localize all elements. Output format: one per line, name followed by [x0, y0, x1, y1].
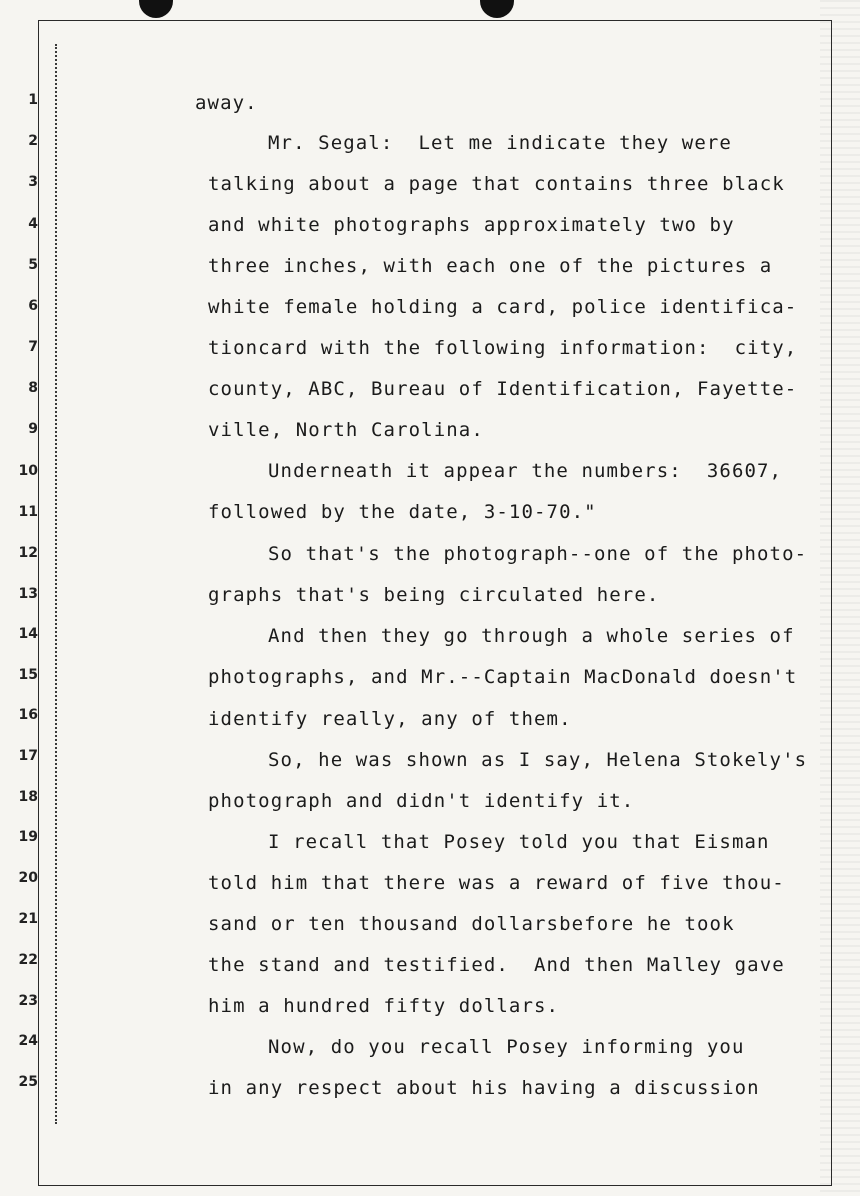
transcript-line: away.	[195, 92, 258, 114]
line-number: 14	[18, 626, 38, 642]
line-number: 22	[18, 952, 38, 968]
line-number: 19	[18, 829, 38, 845]
transcript-line: Underneath it appear the numbers: 36607,	[268, 460, 783, 482]
line-number: 7	[28, 339, 38, 355]
transcript-line: told him that there was a reward of five thou-	[208, 872, 785, 894]
transcript-line: photographs, and Mr.--Captain MacDonald doesn't	[208, 666, 798, 688]
line-number: 25	[18, 1074, 38, 1090]
transcript-line: followed by the date, 3-10-70."	[208, 501, 597, 523]
transcript-line: and white photographs approximately two by	[208, 214, 735, 236]
margin-rule	[55, 44, 57, 1124]
transcript-line: tioncard with the following information: city,	[208, 337, 798, 359]
line-number: 23	[18, 993, 38, 1009]
transcript-line: three inches, with each one of the pictures a	[208, 255, 773, 277]
line-number: 18	[18, 789, 38, 805]
transcript-line: in any respect about his having a discussion	[208, 1077, 760, 1099]
transcript-line: I recall that Posey told you that Eisman	[268, 831, 770, 853]
line-number: 5	[28, 257, 38, 273]
line-number: 20	[18, 870, 38, 886]
transcript-line: county, ABC, Bureau of Identification, Fayette-	[208, 378, 798, 400]
line-number: 24	[18, 1033, 38, 1049]
line-number: 3	[28, 174, 38, 190]
line-number: 10	[18, 463, 38, 479]
line-number: 1	[28, 92, 38, 108]
line-number: 2	[28, 133, 38, 149]
transcript-line: sand or ten thousand dollarsbefore he took	[208, 913, 735, 935]
transcript-line: identify really, any of them.	[208, 708, 572, 730]
line-number: 4	[28, 216, 38, 232]
line-number: 6	[28, 298, 38, 314]
transcript-line: him a hundred fifty dollars.	[208, 995, 560, 1017]
transcript-line: white female holding a card, police identifica-	[208, 296, 798, 318]
line-number: 16	[18, 707, 38, 723]
transcript-line: Mr. Segal: Let me indicate they were	[268, 132, 732, 154]
transcript-line: the stand and testified. And then Malley gave	[208, 954, 785, 976]
transcript-line: ville, North Carolina.	[208, 419, 484, 441]
line-number: 11	[18, 504, 38, 520]
line-number: 13	[18, 586, 38, 602]
transcript-line: photograph and didn't identify it.	[208, 790, 635, 812]
line-number: 15	[18, 667, 38, 683]
transcript-line: So that's the photograph--one of the photo-	[268, 543, 808, 565]
line-number: 17	[18, 748, 38, 764]
binder-hole-right	[480, 0, 514, 18]
transcript-line: And then they go through a whole series of	[268, 625, 795, 647]
transcript-line: So, he was shown as I say, Helena Stokely's	[268, 749, 808, 771]
transcript-line: talking about a page that contains three black	[208, 173, 785, 195]
line-number: 12	[18, 545, 38, 561]
line-number: 8	[28, 380, 38, 396]
line-number: 9	[28, 421, 38, 437]
binder-hole-left	[139, 0, 173, 18]
line-number: 21	[18, 911, 38, 927]
transcript-line: graphs that's being circulated here.	[208, 584, 660, 606]
transcript-line: Now, do you recall Posey informing you	[268, 1036, 745, 1058]
